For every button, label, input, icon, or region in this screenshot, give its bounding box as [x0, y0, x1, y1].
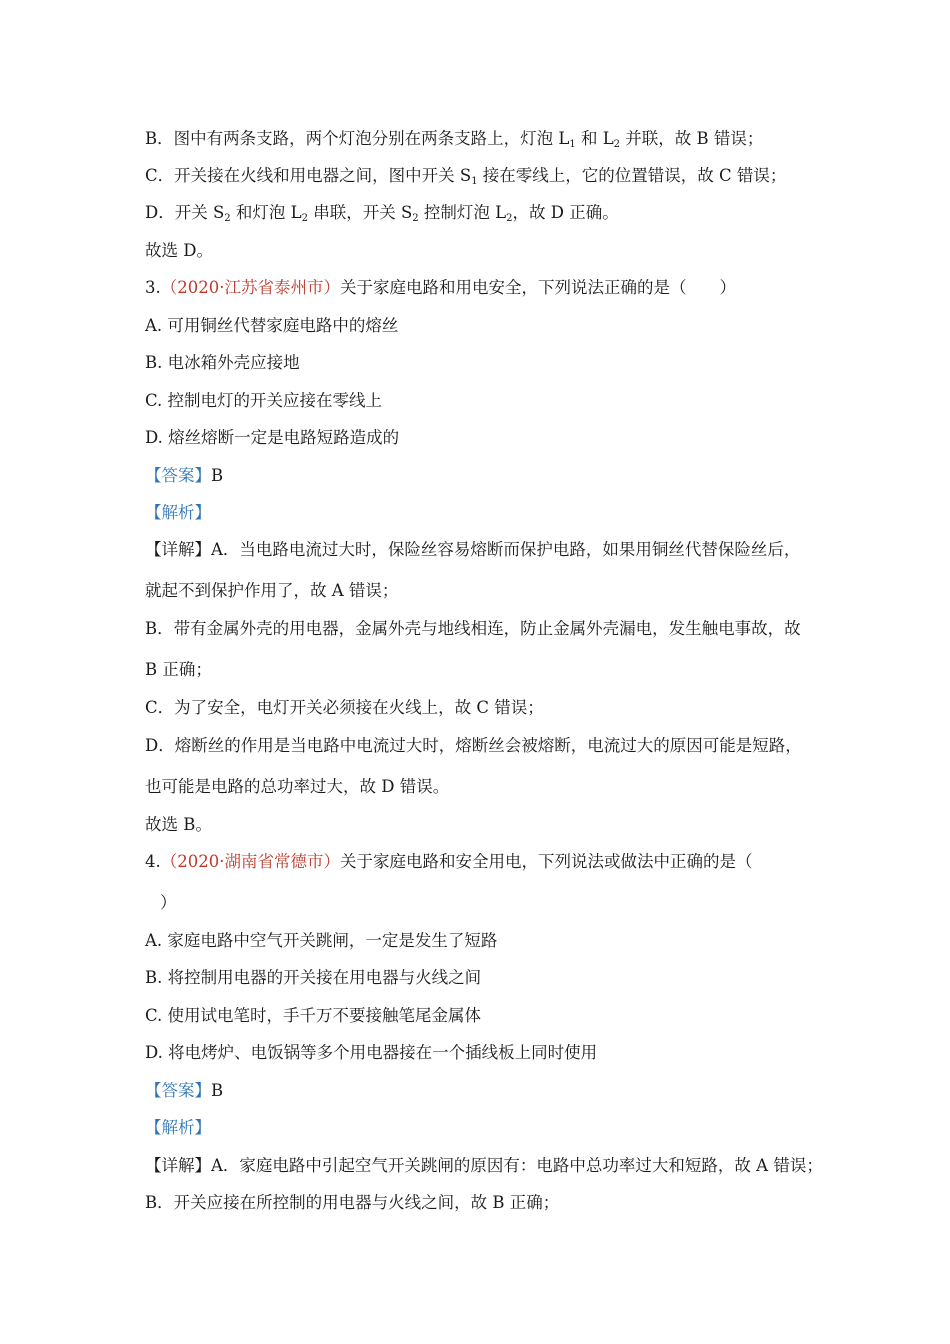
q3-conclusion: 故选 B。 — [145, 815, 212, 834]
q4-stem: 4.（2020·湖南省常德市）关于家庭电路和安全用电，下列说法或做法中正确的是（ — [145, 852, 753, 871]
q4-analysis-tag: 【解析】 — [145, 1118, 211, 1137]
q3-option-a: A. 可用铜丝代替家庭电路中的熔丝 — [145, 316, 399, 335]
q3-analysis-tag: 【解析】 — [145, 503, 211, 522]
q4-source: （2020·湖南省常德市） — [160, 852, 340, 871]
q4-option-a: A. 家庭电路中空气开关跳闸，一定是发生了短路 — [145, 931, 498, 950]
q3-detail-line-1: 【详解】A．当电路电流过大时，保险丝容易熔断而保护电路，如果用铜丝代替保险丝后， — [145, 540, 801, 559]
q3-option-c: C. 控制电灯的开关应接在零线上 — [145, 391, 383, 410]
q4-option-d: D. 将电烤炉、电饭锅等多个用电器接在一个插线板上同时使用 — [145, 1043, 598, 1062]
q3-answer-tag: 【答案】 — [145, 466, 211, 485]
q4-detail-line-1: 【详解】A．家庭电路中引起空气开关跳闸的原因有：电路中总功率过大和短路，故 A 错误； — [145, 1156, 823, 1175]
q3-option-d: D. 熔丝熔断一定是电路短路造成的 — [145, 428, 400, 447]
q3-detail-line-3: B．带有金属外壳的用电器，金属外壳与地线相连，防止金属外壳漏电，发生触电事故，故 — [145, 619, 801, 638]
q4-stem-cont: ） — [160, 893, 177, 912]
q3-detail-line-5: C．为了安全，电灯开关必须接在火线上，故 C 错误； — [145, 698, 544, 717]
q3-detail-line-7: 也可能是电路的总功率过大，故 D 错误。 — [145, 777, 450, 796]
q3-option-b: B. 电冰箱外壳应接地 — [145, 353, 300, 372]
q3-stem: 3.（2020·江苏省泰州市）关于家庭电路和用电安全，下列说法正确的是（ ） — [145, 278, 736, 297]
q4-detail-line-2: B．开关应接在所控制的用电器与火线之间，故 B 正确； — [145, 1193, 560, 1212]
q3-detail-line-4: B 正确； — [145, 660, 212, 679]
q4-answer-tag: 【答案】 — [145, 1081, 211, 1100]
prev-option-c: C．开关接在火线和用电器之间，图中开关 $S_1$ 接在零线上，它的位置错误，故 C 错误； — [145, 166, 787, 187]
prev-option-b: B．图中有两条支路，两个灯泡分别在两条支路上，灯泡 $L_1$ 和 $L_2$ 并联，故 B 错误； — [145, 129, 764, 150]
q4-answer: 【答案】B — [145, 1081, 224, 1100]
q3-source: （2020·江苏省泰州市） — [160, 278, 340, 297]
q3-answer: 【答案】B — [145, 466, 224, 485]
prev-option-d: D．开关 $S_2$ 和灯泡 $L_2$ 串联，开关 $S_2$ 控制灯泡 $L_2$，故 D 正确。 — [145, 203, 619, 224]
q3-detail-line-6: D．熔断丝的作用是当电路中电流过大时，熔断丝会被熔断，电流过大的原因可能是短路， — [145, 736, 802, 755]
q4-option-c: C. 使用试电笔时，手千万不要接触笔尾金属体 — [145, 1006, 482, 1025]
q4-option-b: B. 将控制用电器的开关接在用电器与火线之间 — [145, 968, 482, 987]
q3-detail-line-2: 就起不到保护作用了，故 A 错误； — [145, 581, 399, 600]
prev-conclusion: 故选 D。 — [145, 241, 213, 260]
